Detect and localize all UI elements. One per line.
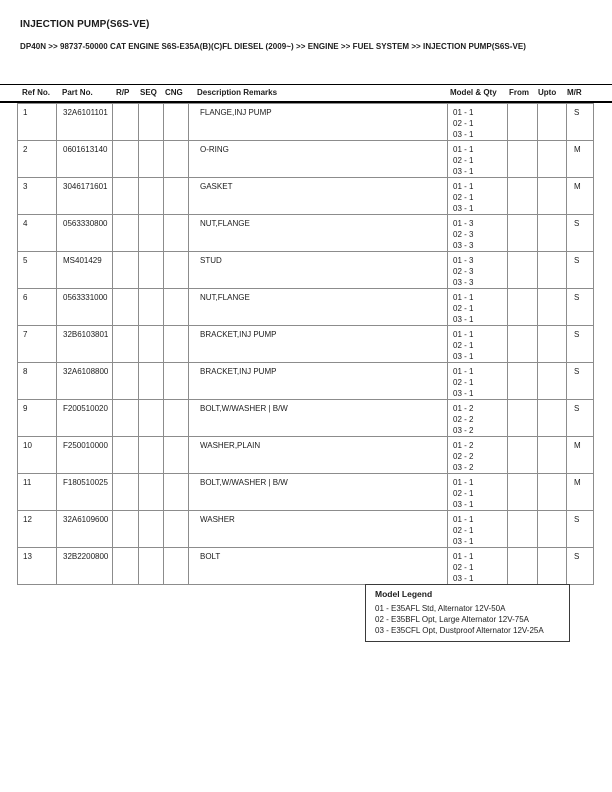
- description-cell: WASHER: [189, 511, 448, 548]
- mr-cell: M: [567, 178, 594, 215]
- upto-cell: [538, 511, 567, 548]
- ref-no-cell: 13: [18, 548, 57, 585]
- model-qty-line: 03 - 1: [453, 204, 474, 213]
- from-cell: [508, 474, 538, 511]
- breadcrumb: DP40N >> 98737-50000 CAT ENGINE S6S-E35A(B)(C)FL DIESEL (2009~) >> ENGINE >> FUEL SYSTEM >> INJECTION PUMP(S6S-VE): [20, 42, 526, 51]
- model-legend-items: [375, 604, 561, 636]
- model-qty-line: 02 - 2: [453, 415, 474, 424]
- rp-cell: [113, 326, 139, 363]
- header-top-rule: [0, 84, 612, 85]
- from-cell: [508, 141, 538, 178]
- model-qty-line: 02 - 3: [453, 230, 474, 239]
- model-qty-cell: [448, 178, 508, 215]
- model-qty-line: 03 - 1: [453, 389, 474, 398]
- mr-cell: S: [567, 548, 594, 585]
- seq-cell: [139, 289, 164, 326]
- cng-cell: [164, 289, 189, 326]
- ref-no-cell: 4: [18, 215, 57, 252]
- col-header-cng: CNG: [165, 88, 183, 97]
- upto-cell: [538, 178, 567, 215]
- cng-cell: [164, 104, 189, 141]
- mr-cell: M: [567, 141, 594, 178]
- from-cell: [508, 437, 538, 474]
- upto-cell: [538, 252, 567, 289]
- cng-cell: [164, 474, 189, 511]
- model-qty-line: 01 - 2: [453, 404, 474, 413]
- model-qty-line: 01 - 1: [453, 367, 474, 376]
- description-cell: BRACKET,INJ PUMP: [189, 363, 448, 400]
- col-header-mr: M/R: [567, 88, 582, 97]
- part-no-cell: F200510020: [57, 400, 113, 437]
- mr-cell: S: [567, 289, 594, 326]
- rp-cell: [113, 548, 139, 585]
- model-qty-line: 03 - 3: [453, 241, 474, 250]
- cng-cell: [164, 141, 189, 178]
- ref-no-cell: 9: [18, 400, 57, 437]
- rp-cell: [113, 215, 139, 252]
- description-cell: BOLT,W/WASHER | B/W: [189, 474, 448, 511]
- table-row: [18, 252, 594, 289]
- cng-cell: [164, 363, 189, 400]
- table-row: [18, 326, 594, 363]
- col-header-upto: Upto: [538, 88, 557, 97]
- seq-cell: [139, 437, 164, 474]
- table-row: [18, 511, 594, 548]
- model-qty-cell: [448, 400, 508, 437]
- part-no-cell: MS401429: [57, 252, 113, 289]
- mr-cell: S: [567, 511, 594, 548]
- upto-cell: [538, 363, 567, 400]
- model-qty-line: 03 - 2: [453, 463, 474, 472]
- description-cell: GASKET: [189, 178, 448, 215]
- model-qty-line: 03 - 1: [453, 352, 474, 361]
- model-qty-line: 02 - 1: [453, 119, 474, 128]
- model-qty-line: 03 - 1: [453, 315, 474, 324]
- description-cell: FLANGE,INJ PUMP: [189, 104, 448, 141]
- model-qty-line: 01 - 1: [453, 515, 474, 524]
- from-cell: [508, 178, 538, 215]
- ref-no-cell: 1: [18, 104, 57, 141]
- ref-no-cell: 5: [18, 252, 57, 289]
- table-header-row: [0, 88, 612, 100]
- part-no-cell: 32B2200800: [57, 548, 113, 585]
- cng-cell: [164, 511, 189, 548]
- seq-cell: [139, 363, 164, 400]
- description-cell: NUT,FLANGE: [189, 215, 448, 252]
- upto-cell: [538, 104, 567, 141]
- model-qty-line: 03 - 1: [453, 537, 474, 546]
- from-cell: [508, 548, 538, 585]
- description-cell: BRACKET,INJ PUMP: [189, 326, 448, 363]
- model-legend-title: Model Legend: [375, 589, 433, 599]
- upto-cell: [538, 141, 567, 178]
- model-qty-line: 01 - 1: [453, 182, 474, 191]
- parts-table: [17, 103, 594, 585]
- seq-cell: [139, 215, 164, 252]
- part-no-cell: 32A6101101: [57, 104, 113, 141]
- seq-cell: [139, 326, 164, 363]
- part-no-cell: 0563331000: [57, 289, 113, 326]
- rp-cell: [113, 437, 139, 474]
- mr-cell: S: [567, 400, 594, 437]
- part-no-cell: 32B6103801: [57, 326, 113, 363]
- model-qty-cell: [448, 252, 508, 289]
- seq-cell: [139, 178, 164, 215]
- model-qty-line: 02 - 1: [453, 304, 474, 313]
- model-qty-line: 01 - 3: [453, 256, 474, 265]
- table-row: [18, 400, 594, 437]
- col-header-model-qty: Model & Qty: [450, 88, 497, 97]
- model-qty-line: 01 - 2: [453, 441, 474, 450]
- ref-no-cell: 2: [18, 141, 57, 178]
- ref-no-cell: 11: [18, 474, 57, 511]
- model-qty-line: 03 - 2: [453, 426, 474, 435]
- col-header-description: Description Remarks: [197, 88, 278, 97]
- description-cell: BOLT,W/WASHER | B/W: [189, 400, 448, 437]
- table-row: [18, 437, 594, 474]
- upto-cell: [538, 474, 567, 511]
- model-legend-item: 02 - E35BFL Opt, Large Alternator 12V-75A: [375, 614, 530, 624]
- rp-cell: [113, 511, 139, 548]
- model-qty-line: 02 - 3: [453, 267, 474, 276]
- description-cell: BOLT: [189, 548, 448, 585]
- table-row: [18, 548, 594, 585]
- page-title: INJECTION PUMP(S6S-VE): [20, 19, 150, 30]
- upto-cell: [538, 400, 567, 437]
- description-cell: NUT,FLANGE: [189, 289, 448, 326]
- model-qty-cell: [448, 363, 508, 400]
- model-qty-line: 03 - 1: [453, 130, 474, 139]
- ref-no-cell: 7: [18, 326, 57, 363]
- ref-no-cell: 3: [18, 178, 57, 215]
- part-no-cell: 32A6108800: [57, 363, 113, 400]
- table-row: [18, 363, 594, 400]
- mr-cell: S: [567, 326, 594, 363]
- from-cell: [508, 511, 538, 548]
- part-no-cell: 3046171601: [57, 178, 113, 215]
- rp-cell: [113, 178, 139, 215]
- model-qty-line: 02 - 1: [453, 489, 474, 498]
- from-cell: [508, 400, 538, 437]
- model-qty-line: 01 - 1: [453, 330, 474, 339]
- from-cell: [508, 363, 538, 400]
- upto-cell: [538, 437, 567, 474]
- rp-cell: [113, 104, 139, 141]
- cng-cell: [164, 326, 189, 363]
- cng-cell: [164, 178, 189, 215]
- part-no-cell: 0601613140: [57, 141, 113, 178]
- model-qty-line: 03 - 3: [453, 278, 474, 287]
- model-qty-line: 03 - 1: [453, 500, 474, 509]
- seq-cell: [139, 400, 164, 437]
- mr-cell: M: [567, 437, 594, 474]
- model-qty-line: 01 - 1: [453, 478, 474, 487]
- seq-cell: [139, 141, 164, 178]
- model-qty-cell: [448, 474, 508, 511]
- table-row: [18, 289, 594, 326]
- from-cell: [508, 252, 538, 289]
- model-qty-line: 01 - 1: [453, 145, 474, 154]
- col-header-part-no: Part No.: [62, 88, 93, 97]
- model-qty-line: 02 - 1: [453, 193, 474, 202]
- model-qty-line: 01 - 1: [453, 108, 474, 117]
- upto-cell: [538, 289, 567, 326]
- table-row: [18, 104, 594, 141]
- seq-cell: [139, 511, 164, 548]
- model-qty-cell: [448, 141, 508, 178]
- ref-no-cell: 6: [18, 289, 57, 326]
- model-qty-line: 01 - 1: [453, 293, 474, 302]
- table-row: [18, 215, 594, 252]
- model-qty-cell: [448, 548, 508, 585]
- part-no-cell: 0563330800: [57, 215, 113, 252]
- col-header-seq: SEQ: [140, 88, 157, 97]
- model-qty-line: 02 - 1: [453, 526, 474, 535]
- upto-cell: [538, 326, 567, 363]
- model-qty-line: 01 - 1: [453, 552, 474, 561]
- rp-cell: [113, 363, 139, 400]
- from-cell: [508, 326, 538, 363]
- col-header-rp: R/P: [116, 88, 130, 97]
- model-qty-cell: [448, 215, 508, 252]
- description-cell: O-RING: [189, 141, 448, 178]
- cng-cell: [164, 400, 189, 437]
- model-qty-cell: [448, 104, 508, 141]
- mr-cell: S: [567, 363, 594, 400]
- model-qty-line: 02 - 1: [453, 156, 474, 165]
- model-qty-line: 02 - 1: [453, 341, 474, 350]
- cng-cell: [164, 548, 189, 585]
- cng-cell: [164, 252, 189, 289]
- upto-cell: [538, 215, 567, 252]
- cng-cell: [164, 215, 189, 252]
- from-cell: [508, 289, 538, 326]
- ref-no-cell: 10: [18, 437, 57, 474]
- model-legend-item: 01 - E35AFL Std, Alternator 12V-50A: [375, 604, 506, 613]
- table-row: [18, 474, 594, 511]
- description-cell: WASHER,PLAIN: [189, 437, 448, 474]
- seq-cell: [139, 104, 164, 141]
- model-qty-cell: [448, 437, 508, 474]
- mr-cell: M: [567, 474, 594, 511]
- model-qty-line: 02 - 2: [453, 452, 474, 461]
- cng-cell: [164, 437, 189, 474]
- part-no-cell: F250010000: [57, 437, 113, 474]
- rp-cell: [113, 400, 139, 437]
- part-no-cell: F180510025: [57, 474, 113, 511]
- upto-cell: [538, 548, 567, 585]
- mr-cell: S: [567, 215, 594, 252]
- seq-cell: [139, 252, 164, 289]
- model-qty-line: 02 - 1: [453, 563, 474, 572]
- model-qty-cell: [448, 289, 508, 326]
- rp-cell: [113, 252, 139, 289]
- description-cell: STUD: [189, 252, 448, 289]
- rp-cell: [113, 289, 139, 326]
- rp-cell: [113, 474, 139, 511]
- model-qty-cell: [448, 511, 508, 548]
- rp-cell: [113, 141, 139, 178]
- table-row: [18, 178, 594, 215]
- model-qty-cell: [448, 326, 508, 363]
- from-cell: [508, 104, 538, 141]
- model-qty-line: 03 - 1: [453, 167, 474, 176]
- model-qty-line: 03 - 1: [453, 574, 474, 583]
- ref-no-cell: 12: [18, 511, 57, 548]
- model-legend-item: 03 - E35CFL Opt, Dustproof Alternator 12V-25A: [375, 625, 544, 635]
- table-row: [18, 141, 594, 178]
- model-qty-line: 01 - 3: [453, 219, 474, 228]
- col-header-from: From: [509, 88, 529, 97]
- mr-cell: S: [567, 252, 594, 289]
- part-no-cell: 32A6109600: [57, 511, 113, 548]
- seq-cell: [139, 548, 164, 585]
- from-cell: [508, 215, 538, 252]
- mr-cell: S: [567, 104, 594, 141]
- seq-cell: [139, 474, 164, 511]
- model-legend-box: [365, 584, 570, 642]
- ref-no-cell: 8: [18, 363, 57, 400]
- model-qty-line: 02 - 1: [453, 378, 474, 387]
- col-header-ref-no: Ref No.: [22, 88, 50, 97]
